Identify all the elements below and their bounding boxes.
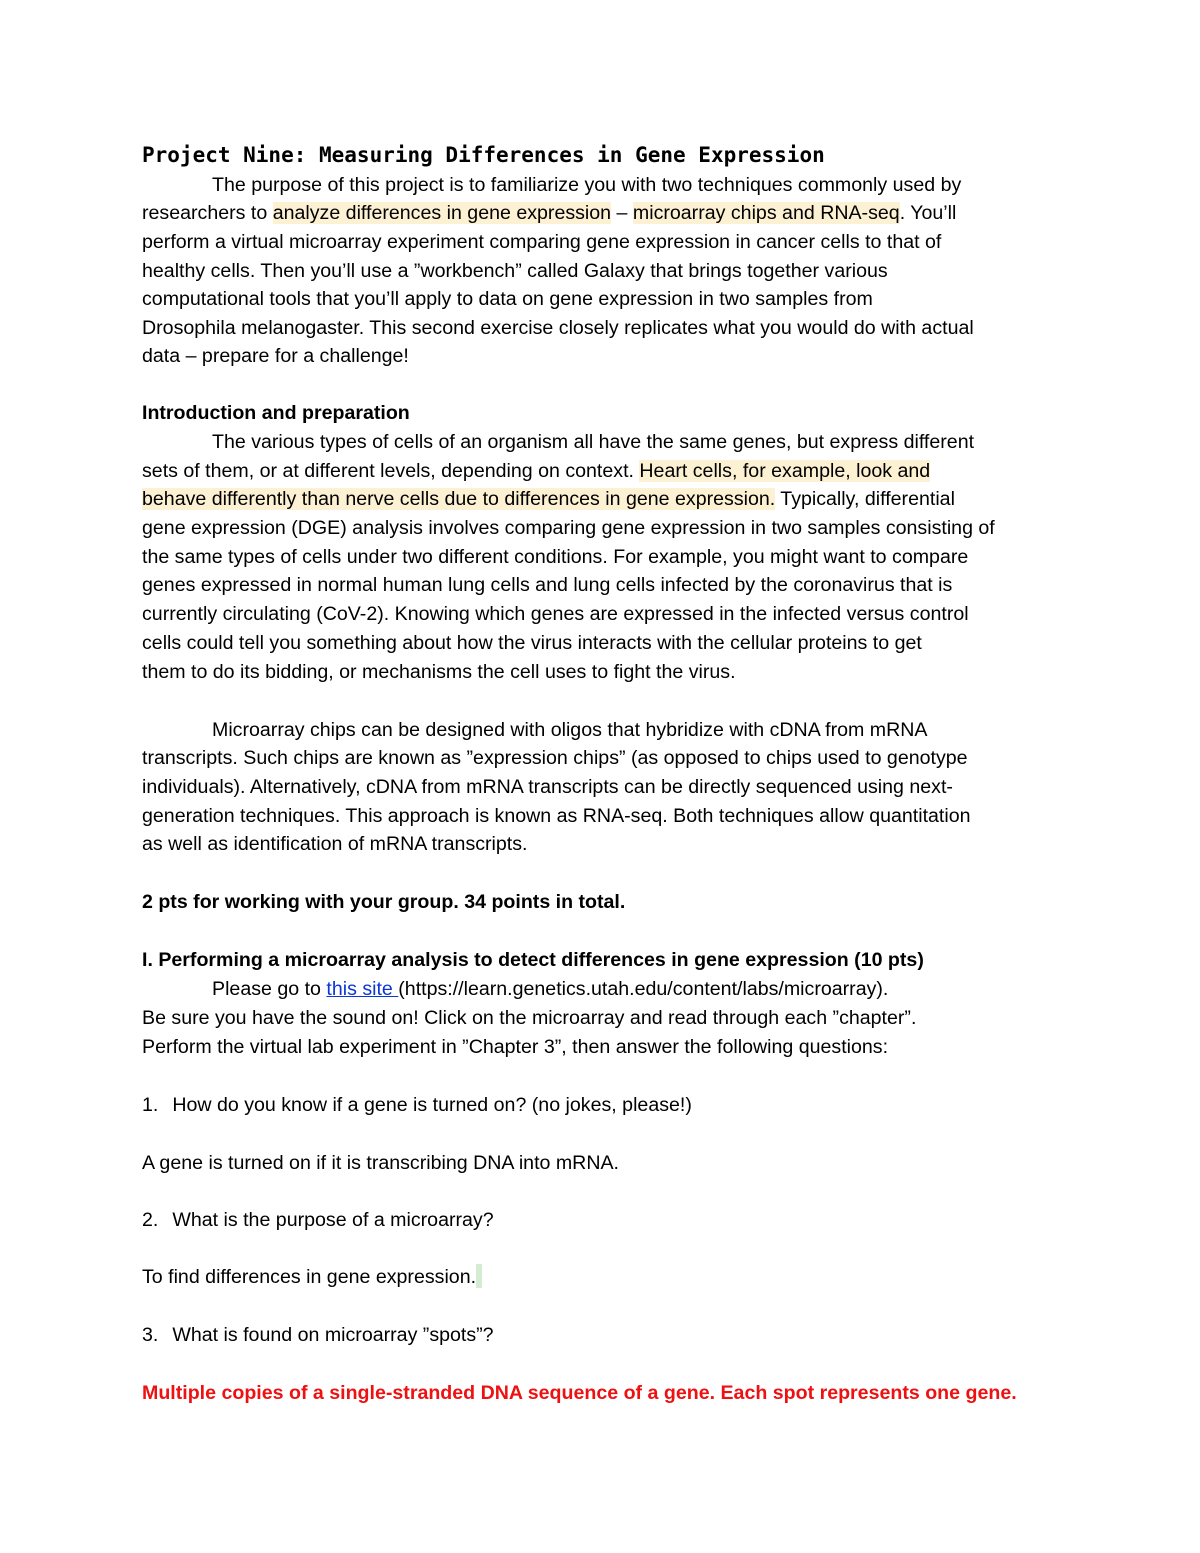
intro-line: computational tools that you’ll apply to data on gene expression in two samples from [142, 288, 873, 310]
intro-line: data – prepare for a challenge! [142, 345, 409, 367]
question-1: 1. How do you know if a gene is turned on? (no jokes, please!) [142, 1094, 692, 1116]
body-line: currently circulating (CoV-2). Knowing which genes are expressed in the infected versus control [142, 603, 969, 625]
highlight: behave differently than nerve cells due to differences in gene expression. [142, 488, 776, 510]
question-2: 2. What is the purpose of a microarray? [142, 1209, 494, 1231]
body-line: as well as identification of mRNA transcripts. [142, 833, 528, 855]
body-line: generation techniques. This approach is known as RNA-seq. Both techniques allow quantitation [142, 805, 971, 827]
answer-1: A gene is turned on if it is transcribing DNA into mRNA. [142, 1152, 619, 1174]
body-line: The various types of cells of an organism all have the same genes, but express different [212, 431, 975, 453]
body-line: the same types of cells under two different conditions. For example, you might want to compare [142, 546, 969, 568]
highlight: Heart cells, for example, look and [639, 460, 931, 482]
intro-line: Drosophila melanogaster. This second exercise closely replicates what you would do with actual [142, 317, 974, 339]
page-title: Project Nine: Measuring Differences in Gene Expression [142, 143, 825, 167]
body-line: behave differently than nerve cells due to differences in gene expression. Typically, differential [142, 488, 955, 510]
this-site-link[interactable]: this site [326, 978, 399, 1000]
intro-line: perform a virtual microarray experiment comparing gene expression in cancer cells to that of [142, 231, 942, 253]
intro-line: The purpose of this project is to familiarize you with two techniques commonly used by [212, 174, 962, 196]
highlight: microarray chips and RNA-seq [632, 202, 900, 224]
body-line: Microarray chips can be designed with oligos that hybridize with cDNA from mRNA [212, 719, 928, 741]
body-line: cells could tell you something about how the virus interacts with the cellular proteins to get [142, 632, 922, 654]
points-note: 2 pts for working with your group. 34 points in total. [142, 891, 626, 913]
body-line: Please go to this site (https://learn.genetics.utah.edu/content/labs/microarray). [212, 978, 889, 1000]
body-line: genes expressed in normal human lung cells and lung cells infected by the coronavirus that is [142, 574, 953, 596]
question-3: 3. What is found on microarray ”spots”? [142, 1324, 494, 1346]
section-heading: Introduction and preparation [142, 402, 410, 424]
intro-line: healthy cells. Then you’ll use a ”workbench” called Galaxy that brings together various [142, 260, 888, 282]
body-line: Perform the virtual lab experiment in ”Chapter 3”, then answer the following questions: [142, 1036, 889, 1058]
body-line: them to do its bidding, or mechanisms the cell uses to fight the virus. [142, 661, 736, 683]
body-line: individuals). Alternatively, cDNA from mRNA transcripts can be directly sequenced using next- [142, 776, 953, 798]
highlight: analyze differences in gene expression [272, 202, 612, 224]
answer-3: Multiple copies of a single-stranded DNA sequence of a gene. Each spot represents one gene. [142, 1382, 1017, 1404]
answer-2: To find differences in gene expression. [142, 1263, 482, 1291]
intro-line: researchers to analyze differences in gene expression – microarray chips and RNA-seq. You’ll [142, 202, 957, 224]
text-cursor-highlight [476, 1264, 482, 1288]
body-line: transcripts. Such chips are known as ”expression chips” (as opposed to chips used to genotype [142, 747, 968, 769]
section-heading: I. Performing a microarray analysis to detect differences in gene expression (10 pts) [142, 949, 924, 971]
body-line: gene expression (DGE) analysis involves comparing gene expression in two samples consisting of [142, 517, 995, 539]
body-line: Be sure you have the sound on! Click on the microarray and read through each ”chapter”. [142, 1007, 917, 1029]
body-line: sets of them, or at different levels, depending on context. Heart cells, for example, look and [142, 460, 931, 482]
